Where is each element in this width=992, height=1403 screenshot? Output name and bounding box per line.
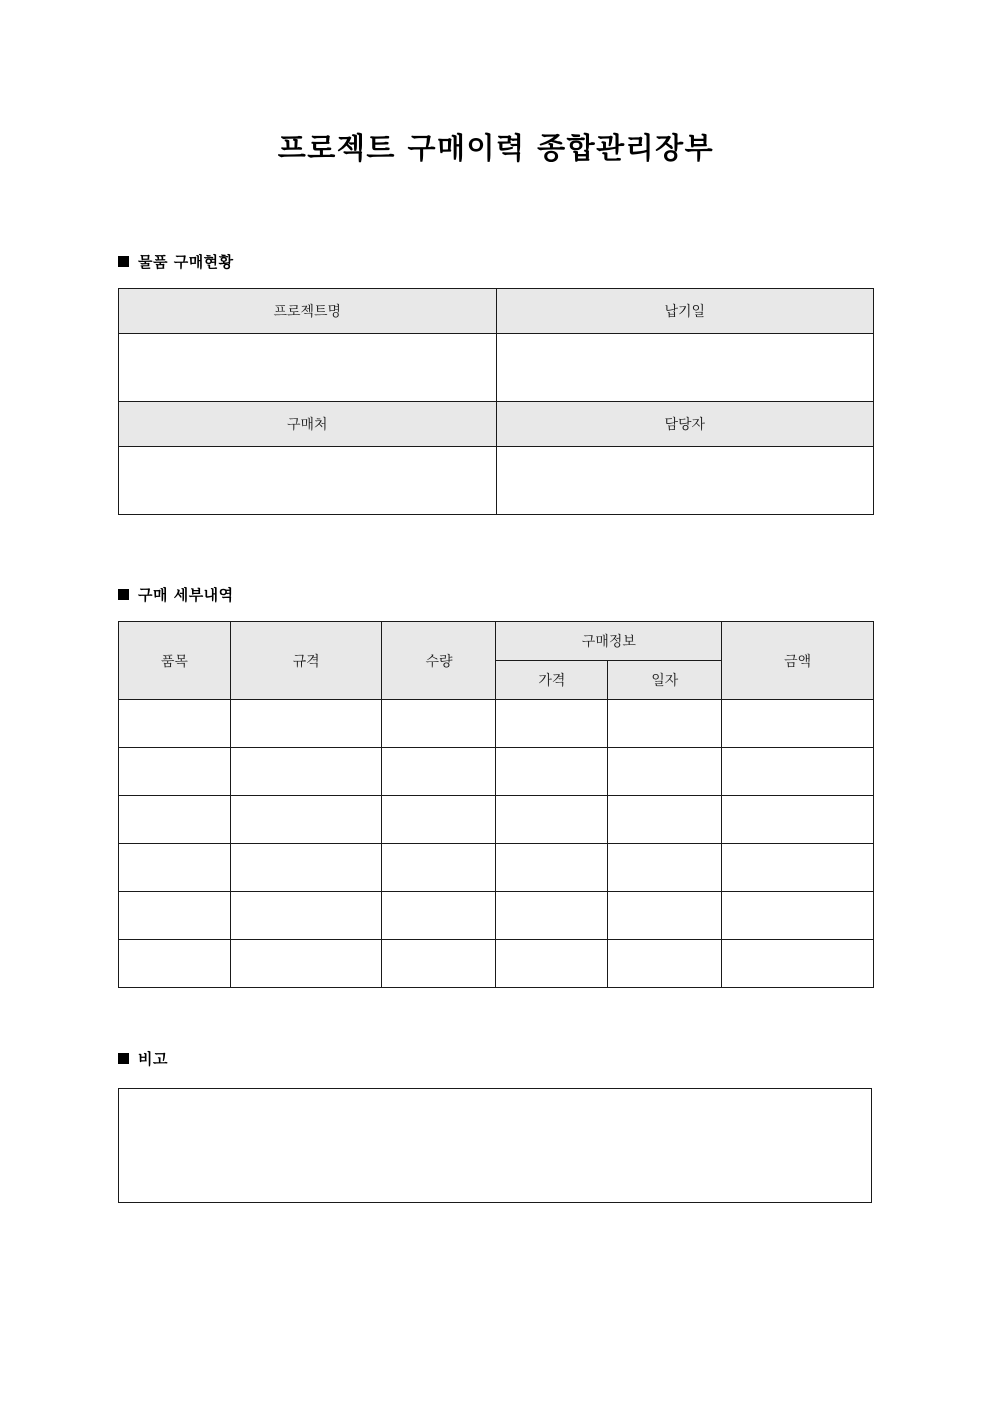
header-project-name: 프로젝트명	[119, 289, 497, 334]
header-amount: 금액	[722, 622, 874, 700]
input-cell-spec[interactable]	[230, 748, 382, 796]
section-heading-purchase-status	[118, 251, 234, 272]
input-cell-item[interactable]	[119, 700, 231, 748]
input-cell-amount[interactable]	[722, 796, 874, 844]
table-row	[119, 700, 874, 748]
remarks-textarea[interactable]	[118, 1088, 872, 1203]
input-cell-date[interactable]	[608, 940, 722, 988]
purchase-status-table	[118, 288, 874, 515]
input-cell-amount[interactable]	[722, 844, 874, 892]
input-cell-project-name[interactable]	[119, 334, 497, 402]
section-heading-purchase-details	[118, 584, 234, 605]
input-cell-spec[interactable]	[230, 940, 382, 988]
header-price: 가격	[496, 661, 608, 700]
table-row	[119, 402, 874, 447]
table-row	[119, 447, 874, 515]
table-row	[119, 334, 874, 402]
input-cell-quantity[interactable]	[382, 700, 496, 748]
input-cell-item[interactable]	[119, 796, 231, 844]
input-cell-delivery-date[interactable]	[496, 334, 874, 402]
table-row	[119, 892, 874, 940]
input-cell-item[interactable]	[119, 892, 231, 940]
header-vendor: 구매처	[119, 402, 497, 447]
input-cell-price[interactable]	[496, 796, 608, 844]
section-heading-remarks	[118, 1048, 168, 1069]
header-item: 품목	[119, 622, 231, 700]
input-cell-quantity[interactable]	[382, 796, 496, 844]
section-heading-purchase-status-label: 물품 구매현황	[138, 253, 234, 271]
input-cell-spec[interactable]	[230, 700, 382, 748]
input-cell-date[interactable]	[608, 748, 722, 796]
header-quantity: 수량	[382, 622, 496, 700]
table-row	[119, 844, 874, 892]
input-cell-person-in-charge[interactable]	[496, 447, 874, 515]
input-cell-item[interactable]	[119, 748, 231, 796]
input-cell-quantity[interactable]	[382, 940, 496, 988]
header-person-in-charge: 담당자	[496, 402, 874, 447]
input-cell-spec[interactable]	[230, 892, 382, 940]
input-cell-date[interactable]	[608, 892, 722, 940]
page-title: 프로젝트 구매이력 종합관리장부	[277, 131, 715, 165]
input-cell-price[interactable]	[496, 892, 608, 940]
input-cell-spec[interactable]	[230, 844, 382, 892]
input-cell-amount[interactable]	[722, 700, 874, 748]
input-cell-quantity[interactable]	[382, 844, 496, 892]
table-row	[119, 940, 874, 988]
black-square-bullet-icon	[118, 1053, 129, 1064]
black-square-bullet-icon	[118, 256, 129, 267]
header-date: 일자	[608, 661, 722, 700]
section-heading-remarks-label: 비고	[138, 1050, 168, 1068]
section-heading-purchase-details-label: 구매 세부내역	[138, 586, 234, 604]
input-cell-amount[interactable]	[722, 748, 874, 796]
input-cell-price[interactable]	[496, 940, 608, 988]
input-cell-item[interactable]	[119, 940, 231, 988]
input-cell-amount[interactable]	[722, 940, 874, 988]
table-row	[119, 289, 874, 334]
input-cell-price[interactable]	[496, 748, 608, 796]
black-square-bullet-icon	[118, 589, 129, 600]
input-cell-amount[interactable]	[722, 892, 874, 940]
purchase-details-table	[118, 621, 874, 988]
input-cell-quantity[interactable]	[382, 748, 496, 796]
header-delivery-date: 납기일	[496, 289, 874, 334]
input-cell-date[interactable]	[608, 796, 722, 844]
input-cell-item[interactable]	[119, 844, 231, 892]
input-cell-date[interactable]	[608, 700, 722, 748]
header-spec: 규격	[230, 622, 382, 700]
table-row	[119, 796, 874, 844]
input-cell-vendor[interactable]	[119, 447, 497, 515]
input-cell-quantity[interactable]	[382, 892, 496, 940]
header-purchase-info: 구매정보	[496, 622, 722, 661]
input-cell-spec[interactable]	[230, 796, 382, 844]
table-header-row	[119, 622, 874, 661]
input-cell-price[interactable]	[496, 844, 608, 892]
input-cell-price[interactable]	[496, 700, 608, 748]
table-row	[119, 748, 874, 796]
input-cell-date[interactable]	[608, 844, 722, 892]
